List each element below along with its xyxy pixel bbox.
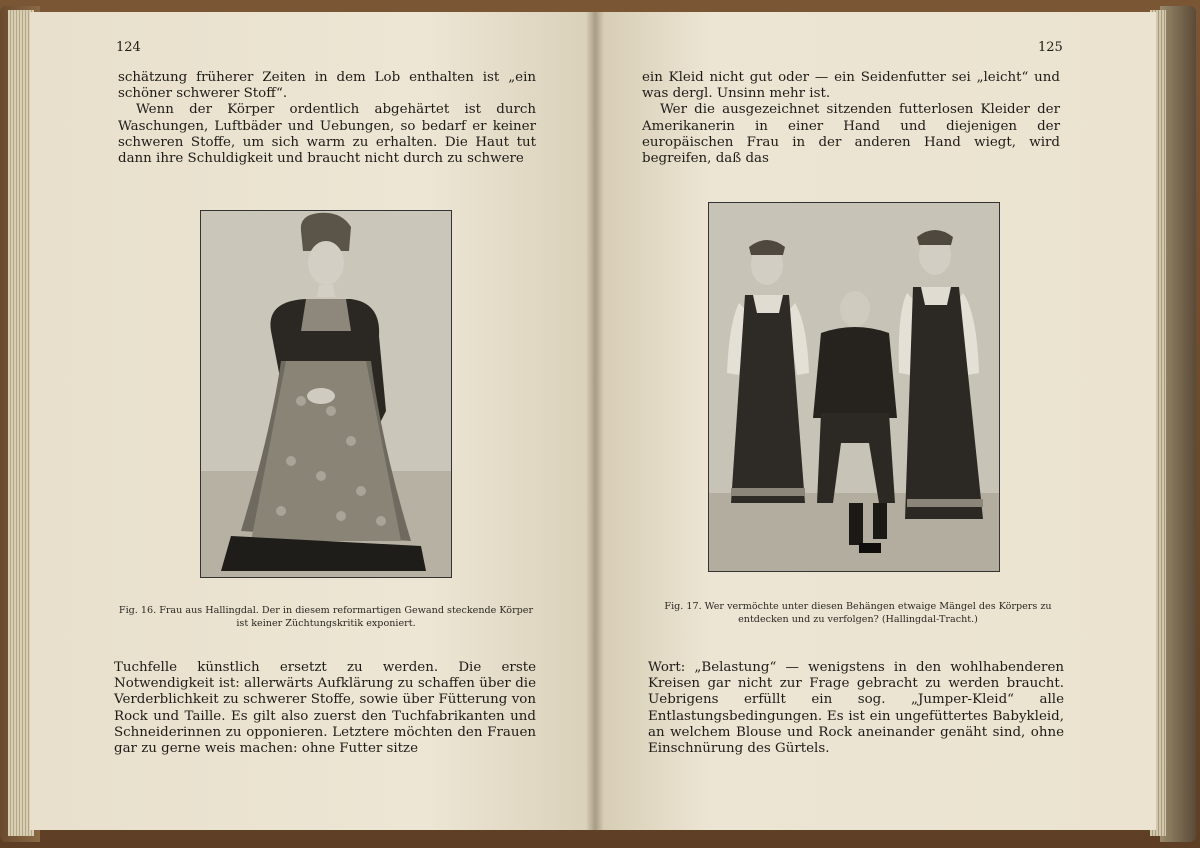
figure-caption: Fig. 17. Wer vermöchte unter diesen Behängen etwaige Mängel des Körpers zu entdecken und zu verfolgen? (Hallingdal-Tracht.) — [664, 601, 1052, 625]
right-page — [596, 12, 1156, 830]
paragraph: ein Kleid nicht gut oder — ein Seidenfutter sei „leicht“ und was dergl. Unsinn mehr ist. — [642, 70, 1060, 102]
page-number: 125 — [1038, 40, 1063, 55]
photo-group-hallingdal — [708, 202, 1000, 572]
right-bottom-text — [648, 660, 1064, 757]
left-page — [30, 12, 596, 830]
left-bottom-text — [114, 660, 536, 757]
paragraph: Wenn der Körper ordentlich abgehärtet ist durch Waschungen, Luftbäder und Uebungen, so bedarf er keiner schweren Stoffe, um sich warm zu erhalten. Die Haut tut dann ihre Schuldigkeit und braucht nicht durch zu schwere — [118, 102, 536, 167]
figure-caption: Fig. 16. Frau aus Hallingdal. Der in diesem reformartigen Gewand steckende Körper ist keiner Züchtungskritik exponiert. — [118, 605, 534, 629]
left-top-text — [118, 70, 536, 167]
paragraph: Wer die ausgezeichnet sitzenden futterlosen Kleider der Amerikanerin in einer Hand und diejenigen der europäischen Frau in der anderen Hand wiegt, wird begreifen, daß das — [642, 102, 1060, 167]
book-gutter — [586, 12, 604, 830]
page-number: 124 — [116, 40, 141, 55]
photo-woman-hallingdal — [200, 210, 452, 578]
paragraph: Wort: „Belastung“ — wenigstens in den wohlhabenderen Kreisen gar nicht zur Frage gebracht zu werden braucht. Uebrigens erfüllt ein sog. „Jumper-Kleid“ alle Entlastungsbedingungen. Es ist ein ungefüttertes Babykleid, an welchem Blouse und Rock aneinander genäht sind, ohne Einschnürung des Gürtels. — [648, 660, 1064, 757]
paragraph: schätzung früherer Zeiten in dem Lob enthalten ist „ein schöner schwerer Stoff“. — [118, 70, 536, 102]
paragraph: Tuchfelle künstlich ersetzt zu werden. Die erste Notwendigkeit ist: allerwärts Aufklärung zu schaffen über die Verderblichkeit zu schwerer Stoffe, sowie über Fütterung von Rock und Taille. Es gilt also zuerst den Tuchfabrikanten und Schneiderinnen zu opponieren. Letztere möchten den Frauen gar zu gerne weis machen: ohne Futter sitze — [114, 660, 536, 757]
right-top-text — [642, 70, 1060, 167]
